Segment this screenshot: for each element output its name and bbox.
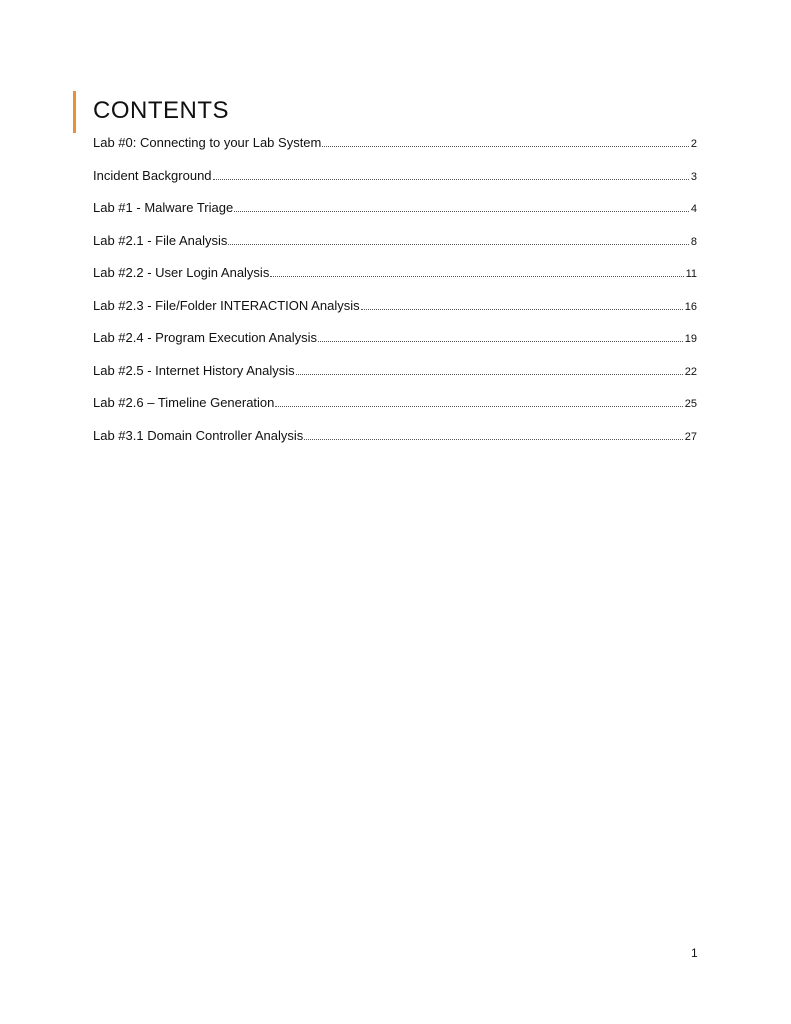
toc-entry[interactable] — [93, 198, 697, 231]
toc-entry-label: Lab #2.5 - Internet History Analysis — [93, 362, 295, 378]
toc-entry[interactable] — [93, 393, 697, 426]
toc-dot-leader — [304, 439, 682, 440]
toc-entry-page: 16 — [684, 300, 697, 313]
toc-entry-label: Lab #0: Connecting to your Lab System — [93, 135, 322, 150]
toc-dot-leader — [361, 309, 683, 310]
toc-entry-page: 2 — [690, 138, 697, 150]
toc-dot-leader — [296, 374, 683, 375]
toc-dot-leader — [318, 341, 683, 342]
heading-accent-bar — [73, 91, 76, 133]
toc-entry[interactable] — [93, 231, 697, 264]
toc-entry-label: Incident Background — [93, 167, 212, 183]
toc-dot-leader — [270, 276, 683, 277]
toc-entry[interactable] — [93, 426, 697, 459]
toc-entry-label: Lab #2.6 – Timeline Generation — [93, 395, 275, 410]
toc-entry-label: Lab #3.1 Domain Controller Analysis — [93, 427, 304, 443]
toc-entry-page: 3 — [690, 170, 697, 183]
toc-entry-label: Lab #2.4 - Program Execution Analysis — [93, 330, 318, 345]
toc-entry-label: Lab #2.2 - User Login Analysis — [93, 265, 270, 280]
table-of-contents — [93, 133, 697, 458]
toc-entry-label: Lab #2.3 - File/Folder INTERACTION Analysis — [93, 297, 360, 313]
footer-page-number: 1 — [691, 946, 698, 960]
toc-entry-page: 27 — [684, 430, 697, 443]
toc-dot-leader — [234, 211, 689, 212]
toc-dot-leader — [213, 179, 689, 180]
toc-dot-leader — [322, 146, 689, 147]
toc-entry-page: 25 — [684, 398, 697, 410]
toc-entry[interactable] — [93, 328, 697, 361]
toc-dot-leader — [275, 406, 682, 407]
toc-entry-label: Lab #2.1 - File Analysis — [93, 232, 228, 248]
toc-entry-page: 8 — [690, 235, 697, 248]
toc-dot-leader — [228, 244, 688, 245]
toc-entry[interactable] — [93, 166, 697, 199]
toc-entry-page: 22 — [684, 365, 697, 378]
toc-entry-label: Lab #1 - Malware Triage — [93, 200, 234, 215]
toc-heading: CONTENTS — [93, 97, 229, 124]
toc-entry[interactable] — [93, 133, 697, 166]
toc-entry[interactable] — [93, 263, 697, 296]
toc-entry[interactable] — [93, 361, 697, 394]
toc-entry-page: 4 — [690, 203, 697, 215]
toc-entry-page: 19 — [684, 333, 697, 345]
toc-entry[interactable] — [93, 296, 697, 329]
toc-entry-page: 11 — [685, 268, 697, 280]
